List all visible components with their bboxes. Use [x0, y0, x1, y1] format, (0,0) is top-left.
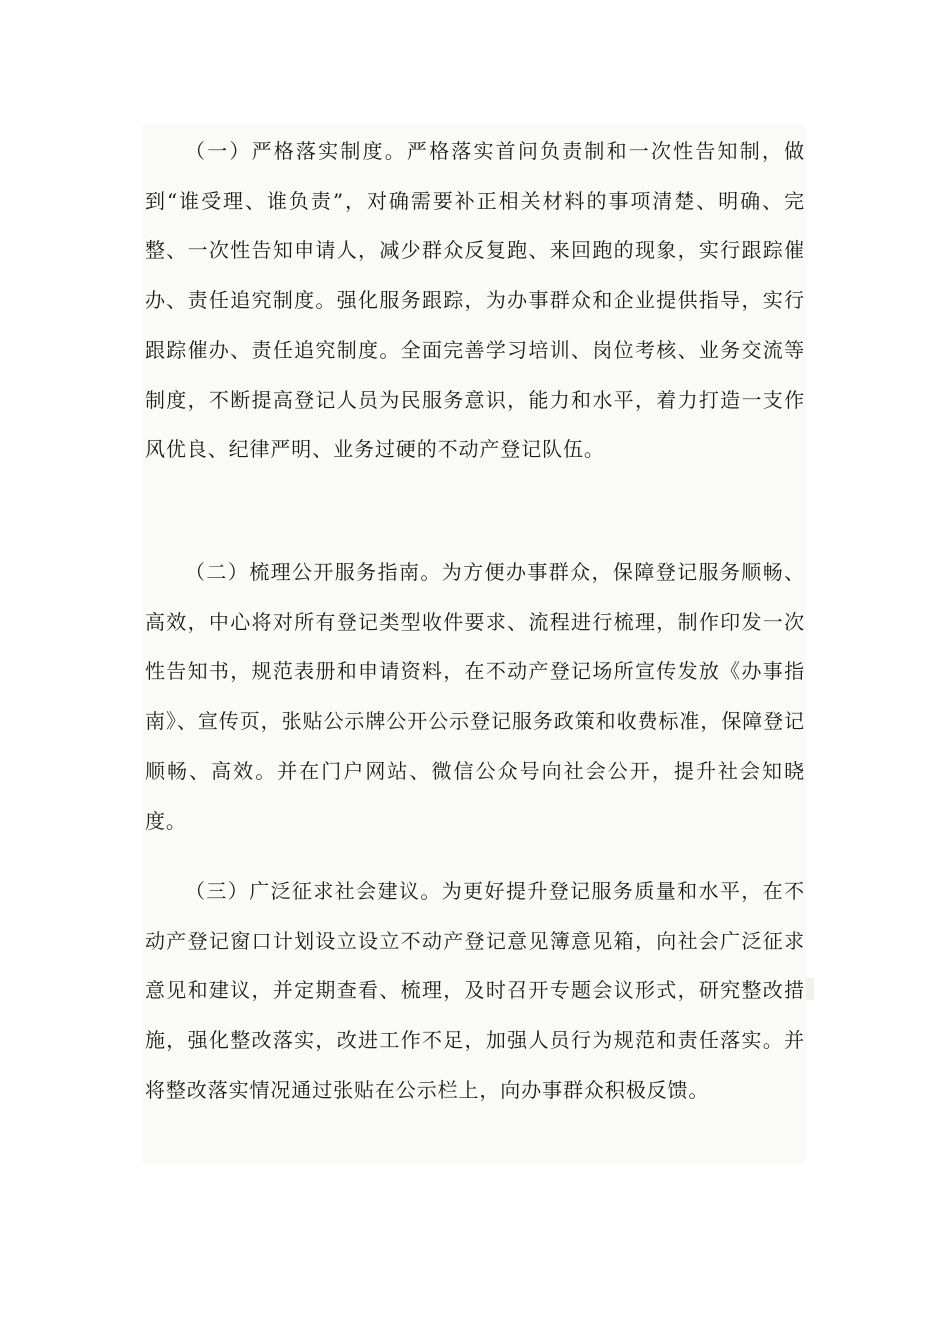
scan-edge-mark: [806, 978, 814, 1000]
paragraph-service-guide: （二）梳理公开服务指南。为方便办事群众，保障登记服务顺畅、高效，中心将对所有登记类型收件要求、流程进行梳理，制作印发一次性告知书，规范表册和申请资料，在不动产登记场所宣传发放《办事指南》、宣传页，张贴公示牌公开公示登记服务政策和收费标准，保障登记顺畅、高效。并在门户网站、微信公众号向社会公开，提升社会知晓度。: [145, 560, 805, 833]
paragraph-public-suggestions: （三）广泛征求社会建议。为更好提升登记服务质量和水平，在不动产登记窗口计划设立设立不动产登记意见簿意见箱，向社会广泛征求意见和建议，并定期查看、梳理，及时召开专题会议形式，研究整改措施，强化整改落实，改进工作不足，加强人员行为规范和责任落实。并将整改落实情况通过张贴在公示栏上，向办事群众积极反馈。: [145, 879, 805, 1102]
paragraph-strict-implementation: （一）严格落实制度。严格落实首问负责制和一次性告知制，做到“谁受理、谁负责”，对确需要补正相关材料的事项清楚、明确、完整、一次性告知申请人，减少群众反复跑、来回跑的现象，实行跟踪催办、责任追究制度。强化服务跟踪，为办事群众和企业提供指导，实行跟踪催办、责任追究制度。全面完善学习培训、岗位考核、业务交流等制度，不断提高登记人员为民服务意识，能力和水平，着力打造一支作风优良、纪律严明、业务过硬的不动产登记队伍。: [145, 139, 805, 462]
